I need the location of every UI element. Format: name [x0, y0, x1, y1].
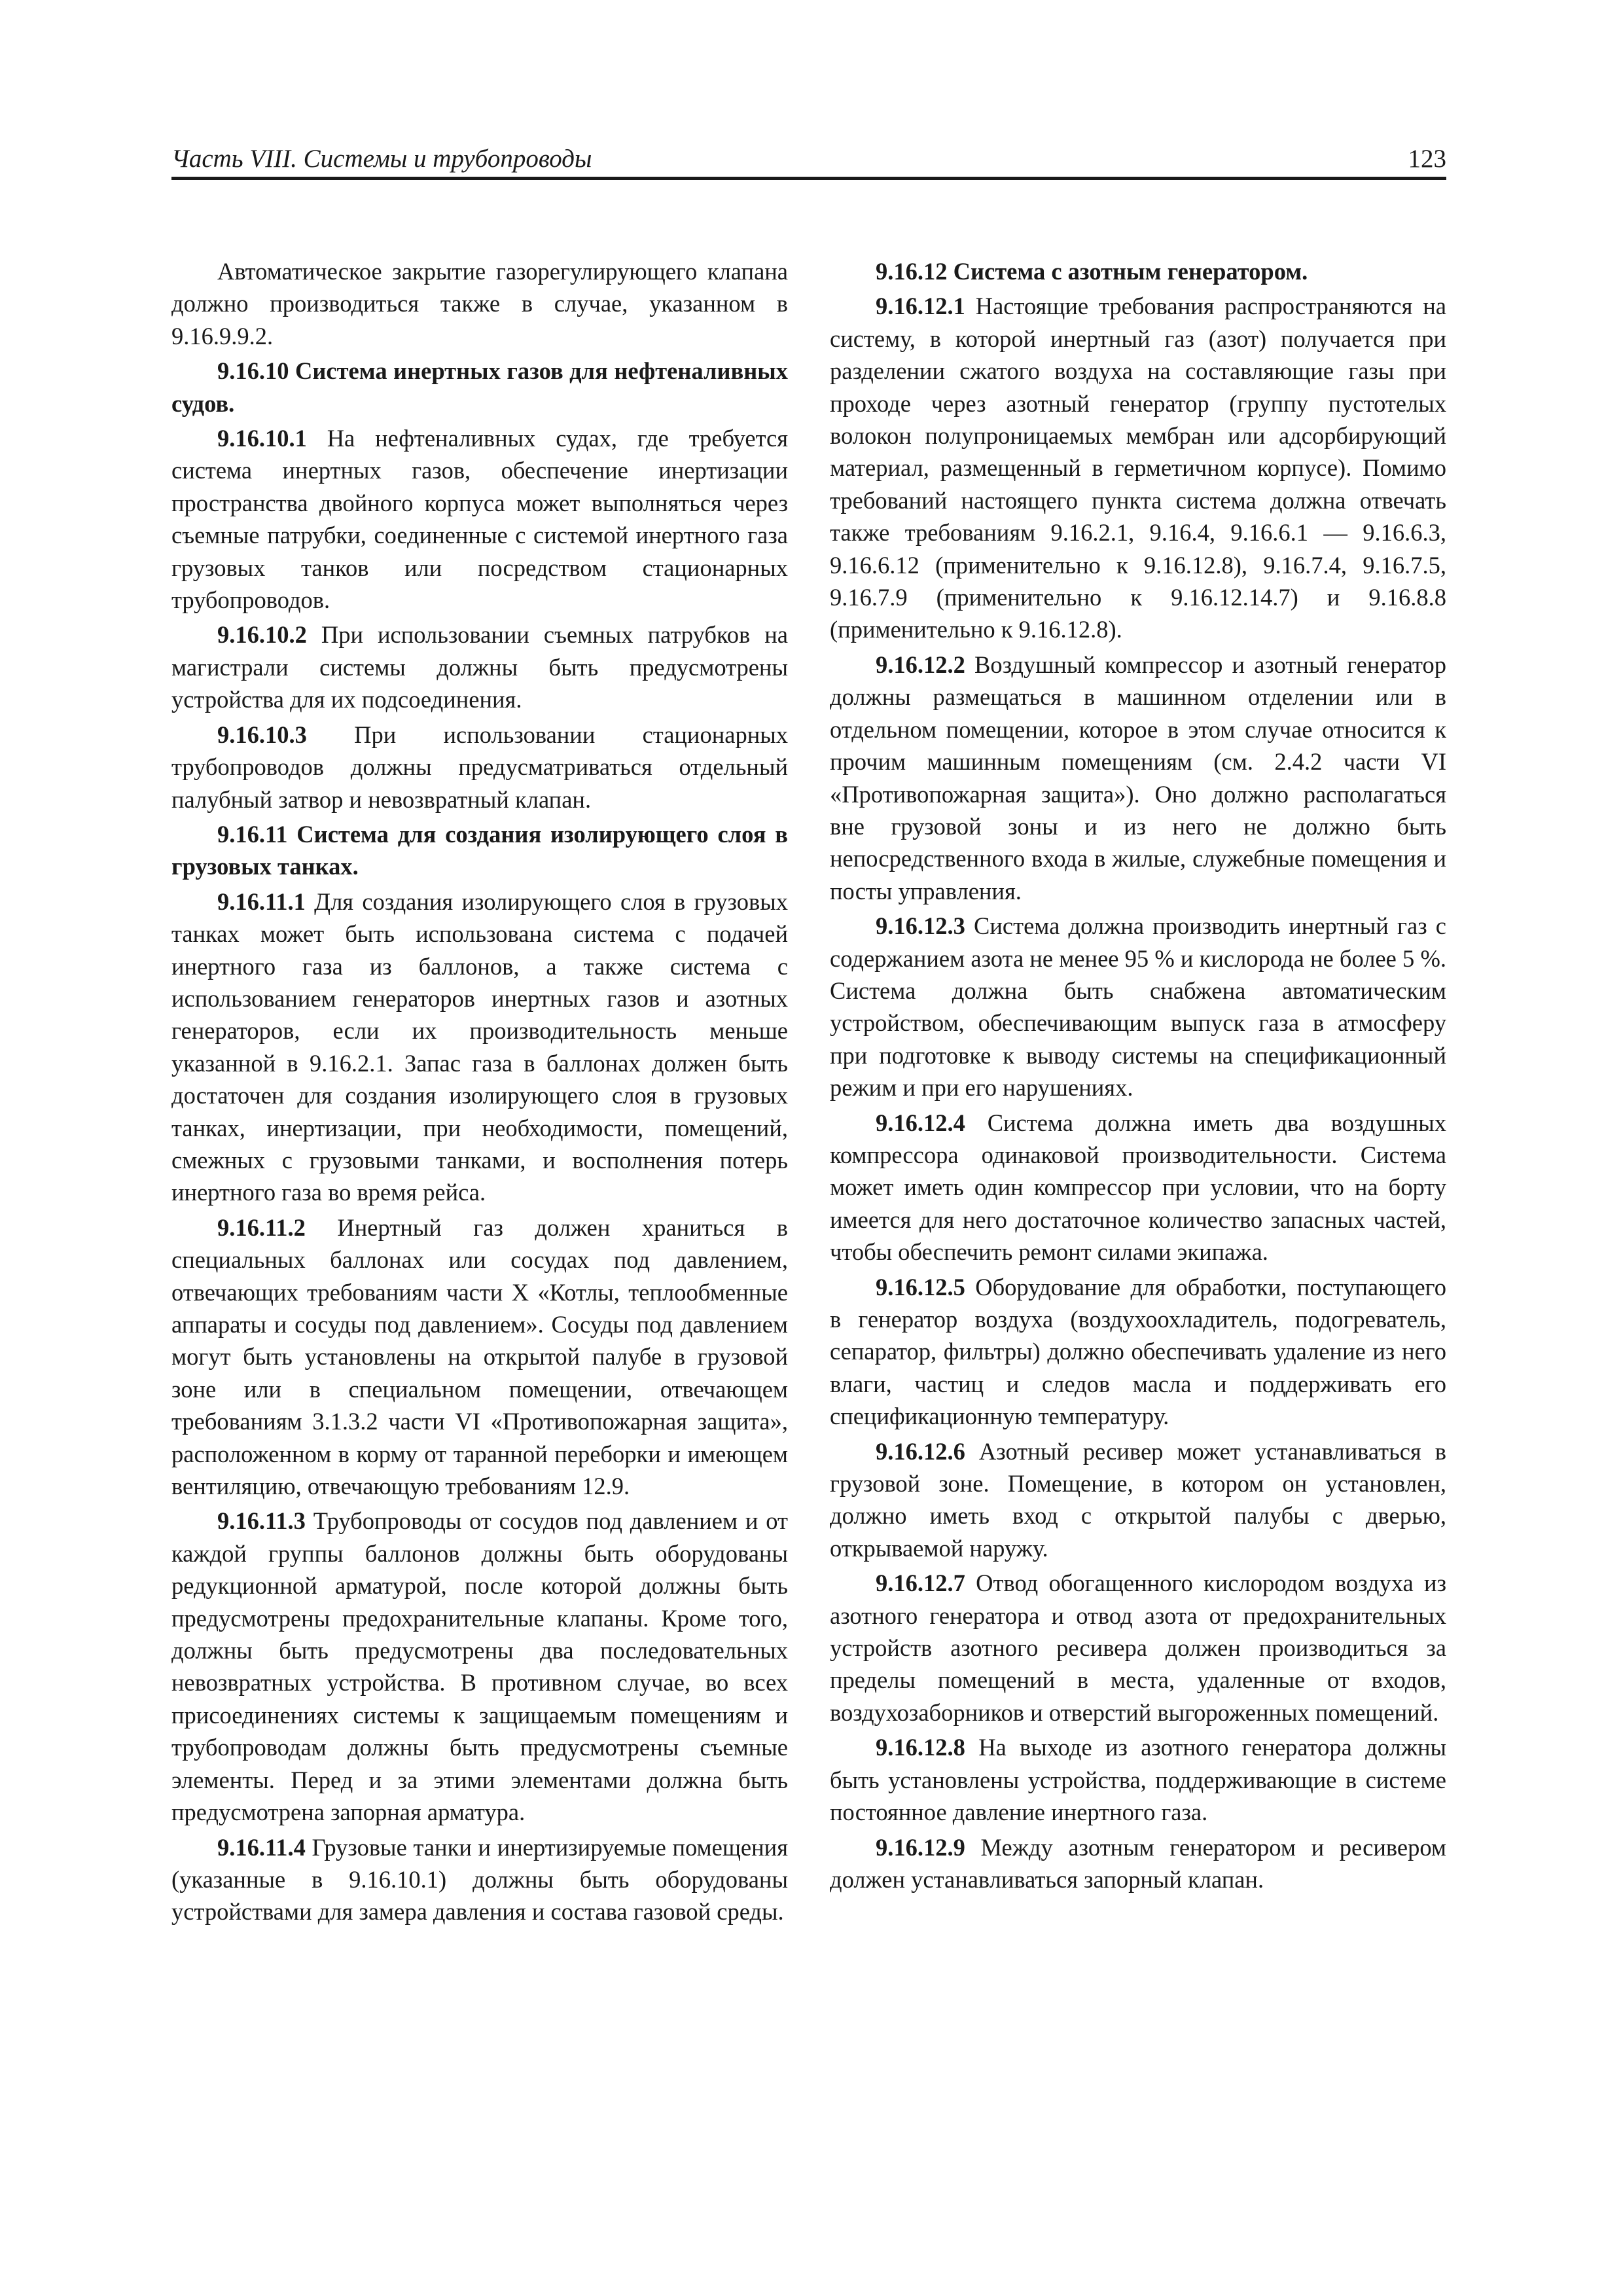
paragraph	[830, 649, 1446, 907]
paragraph	[830, 1567, 1446, 1729]
header-rule	[171, 177, 1446, 180]
clause-number: 9.16.12.7	[876, 1570, 965, 1597]
clause-number: 9.16.12.6	[876, 1437, 965, 1465]
paragraph	[171, 422, 788, 616]
clause-text: Система должна иметь два воздушных компрессора одинаковой производительности. Система может иметь один компрессор при условии, что на борту имеется для него достаточное количество запасных частей, чтобы обеспечить ремонт силами экипажа.	[830, 1109, 1446, 1266]
paragraph	[830, 1271, 1446, 1433]
clause-text: Для создания изолирующего слоя в грузовых танках может быть использована система с подачей инертного газа из баллонов, а также система с использованием генераторов инертных газов и азотных генераторов, если их производительность меньше указанной в 9.16.2.1. Запас газа в баллонах должен быть достаточен для создания изолирующего слоя в грузовых танках, инертизации, при необходимости, помещений, смежных с грузовыми танками, и восполнения потерь инертного газа во время рейса.	[171, 888, 788, 1206]
clause-number: 9.16.11.4	[217, 1833, 306, 1861]
clause-text: Инертный газ должен храниться в специальных баллонах или сосудах под давлением, отвечающих требованиям части X «Котлы, теплообменные аппараты и сосуды под давлением». Сосуды под давлением могут быть установлены на открытой палубе в грузовой зоне или в специальном помещении, отвечающем требованиям 3.1.3.2 части VI «Противопожарная защита», расположенном в корму от таранной переборки и имеющем вентиляцию, отвечающую требованиям 12.9.	[171, 1213, 788, 1500]
paragraph	[171, 1831, 788, 1928]
running-header	[171, 141, 1446, 177]
clause-number: 9.16.10.2	[217, 621, 307, 649]
clause-text: При использовании съемных патрубков на магистрали системы должны быть предусмотрены устройства для их подсоединения.	[171, 621, 788, 713]
header-title: Часть VIII. Системы и трубопроводы	[171, 145, 592, 173]
paragraph	[830, 290, 1446, 645]
paragraph	[171, 719, 788, 816]
paragraph	[830, 1831, 1446, 1896]
section-heading: 9.16.12 Система с азотным генератором.	[876, 258, 1308, 285]
clause-number: 9.16.12.2	[876, 651, 965, 678]
clause-number: 9.16.12.4	[876, 1109, 965, 1136]
paragraph	[171, 619, 788, 715]
clause-number: 9.16.12.5	[876, 1273, 965, 1300]
clause-text: На выходе из азотного генератора должны быть установлены устройства, поддерживающие в системе постоянное давление инертного газа.	[830, 1734, 1446, 1826]
clause-number: 9.16.10.1	[217, 425, 307, 452]
paragraph	[171, 1505, 788, 1828]
paragraph	[830, 910, 1446, 1103]
paragraph	[830, 1731, 1446, 1828]
clause-text: Отвод обогащенного кислородом воздуха из азотного генератора и отвод азота от предохранительных устройств азотного ресивера должен производиться за пределы помещений в места, удаленные от входов, воздухозаборников и отверстий выгороженных помещений.	[830, 1570, 1446, 1726]
clause-number: 9.16.11.3	[217, 1507, 306, 1535]
clause-number: 9.16.10.3	[217, 721, 307, 748]
clause-number: 9.16.12.3	[876, 912, 965, 940]
right-column	[830, 255, 1446, 1898]
clause-text: Между азотным генератором и ресивером должен устанавливаться запорный клапан.	[830, 1833, 1446, 1893]
clause-number: 9.16.11.2	[217, 1213, 306, 1241]
paragraph	[171, 886, 788, 1209]
clause-text: Грузовые танки и инертизируемые помещения (указанные в 9.16.10.1) должны быть оборудованы устройствами для замера давления и состава газовой среды.	[171, 1833, 788, 1926]
clause-text: При использовании стационарных трубопроводов должны предусматриваться отдельный палубный затвор и невозвратный клапан.	[171, 721, 788, 813]
clause-text: На нефтеналивных судах, где требуется система инертных газов, обеспечение инертизации пространства двойного корпуса может выполняться через съемные патрубки, соединенные с системой инертного газа грузовых танков или посредством стационарных трубопроводов.	[171, 425, 788, 614]
left-column	[171, 255, 788, 1931]
clause-number: 9.16.12.8	[876, 1734, 965, 1761]
paragraph	[171, 1211, 788, 1503]
clause-number: 9.16.11.1	[217, 888, 306, 915]
clause-number: 9.16.12.1	[876, 293, 965, 320]
paragraph	[830, 1107, 1446, 1268]
clause-text: Оборудование для обработки, поступающего в генератор воздуха (воздухоохладитель, подогреватель, сепаратор, фильтры) должно обеспечивать удаление из него влаги, частиц и следов масла и поддерживать его спецификационную температуру.	[830, 1273, 1446, 1430]
clause-text: Система должна производить инертный газ с содержанием азота не менее 95 % и кислорода не более 5 %. Система должна быть снабжена автоматическим устройством, обеспечивающим выпуск газа в атмосферу при подготовке к выводу системы на спецификационный режим и при его нарушениях.	[830, 912, 1446, 1102]
clause-text: Воздушный компрессор и азотный генератор должны размещаться в машинном отделении или в отдельном помещении, которое в этом случае относится к прочим машинным помещениям (см. 2.4.2 части VI «Противопожарная защита»). Оно должно располагаться вне грузовой зоны и из него не должно быть непосредственного входа в жилые, служебные помещения и посты управления.	[830, 651, 1446, 905]
paragraph: Автоматическое закрытие газорегулирующего клапана должно производиться также в случае, указанном в 9.16.9.9.2.	[171, 258, 788, 350]
clause-text: Азотный ресивер может устанавливаться в грузовой зоне. Помещение, в котором он установлен, должно иметь вход с открытой палубы с дверью, открываемой наружу.	[830, 1437, 1446, 1562]
paragraph	[830, 1435, 1446, 1565]
clause-number: 9.16.12.9	[876, 1833, 965, 1861]
page-number: 123	[1408, 145, 1446, 173]
section-heading: 9.16.10 Система инертных газов для нефтеналивных судов.	[171, 357, 788, 417]
clause-text: Настоящие требования распространяются на систему, в которой инертный газ (азот) получается при разделении сжатого воздуха на составляющие газы при проходе через азотный генератор (группу пустотелых волокон полупроницаемых мембран или адсорбирующий материал, размещенный в герметичном корпусе). Помимо требований настоящего пункта система должна отвечать также требованиям 9.16.2.1, 9.16.4, 9.16.6.1 — 9.16.6.3, 9.16.6.12 (применительно к 9.16.12.8), 9.16.7.4, 9.16.7.5, 9.16.7.9 (применительно к 9.16.12.14.7) и 9.16.8.8 (применительно к 9.16.12.8).	[830, 293, 1446, 643]
clause-text: Трубопроводы от сосудов под давлением и от каждой группы баллонов должны быть оборудованы редукционной арматурой, после которой должны быть предусмотрены предохранительные клапаны. Кроме того, должны быть предусмотрены два последовательных невозвратных устройства. В противном случае, во всех присоединениях системы к защищаемым помещениям и трубопроводам должны быть предусмотрены съемные элементы. Перед и за этими элементами должна быть предусмотрена запорная арматура.	[171, 1507, 788, 1826]
section-heading: 9.16.11 Система для создания изолирующего слоя в грузовых танках.	[171, 820, 788, 880]
